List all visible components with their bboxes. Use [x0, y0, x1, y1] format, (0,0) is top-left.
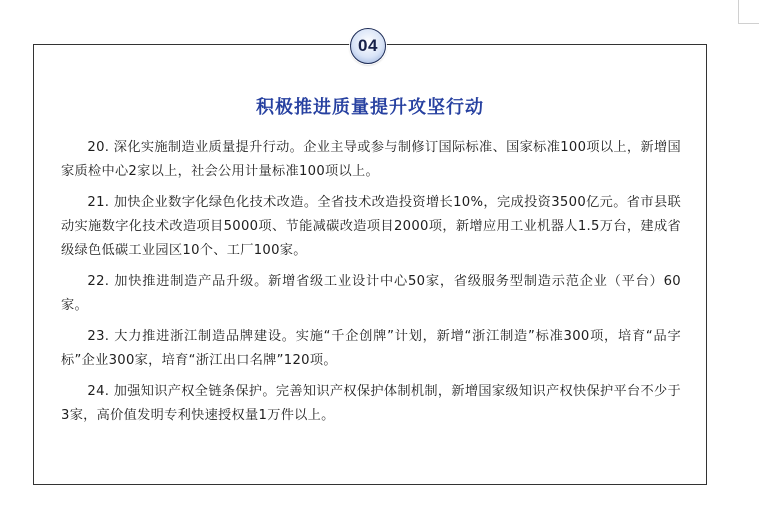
page-corner-marker	[738, 0, 759, 24]
action-item: 24. 加强知识产权全链条保护。完善知识产权保护体制机制，新增国家级知识产权快保护平台不少于3家，高价值发明专利快速授权量1万件以上。	[61, 384, 681, 423]
section-number: 04	[358, 36, 378, 55]
section-number-badge	[350, 28, 386, 64]
action-item: 20. 深化实施制造业质量提升行动。企业主导或参与制修订国际标准、国家标准100项以上，新增国家质检中心2家以上，社会公用计量标准100项以上。	[61, 140, 681, 179]
action-item: 21. 加快企业数字化绿色化技术改造。全省技术改造投资增长10%，完成投资3500亿元。省市县联动实施数字化技术改造项目5000项、节能减碳改造项目2000项，新增应用工业机器人1.5万台，建成省级绿色低碳工业园区10个、工厂100家。	[61, 195, 681, 258]
action-item: 22. 加快推进制造产品升级。新增省级工业设计中心50家，省级服务型制造示范企业（平台）60家。	[61, 274, 681, 313]
action-item-list	[61, 136, 681, 435]
section-title: 积极推进质量提升攻坚行动	[256, 97, 484, 118]
action-item: 23. 大力推进浙江制造品牌建设。实施“千企创牌”计划，新增“浙江制造”标准300项，培育“品字标”企业300家，培育“浙江出口名牌”120项。	[61, 329, 681, 368]
